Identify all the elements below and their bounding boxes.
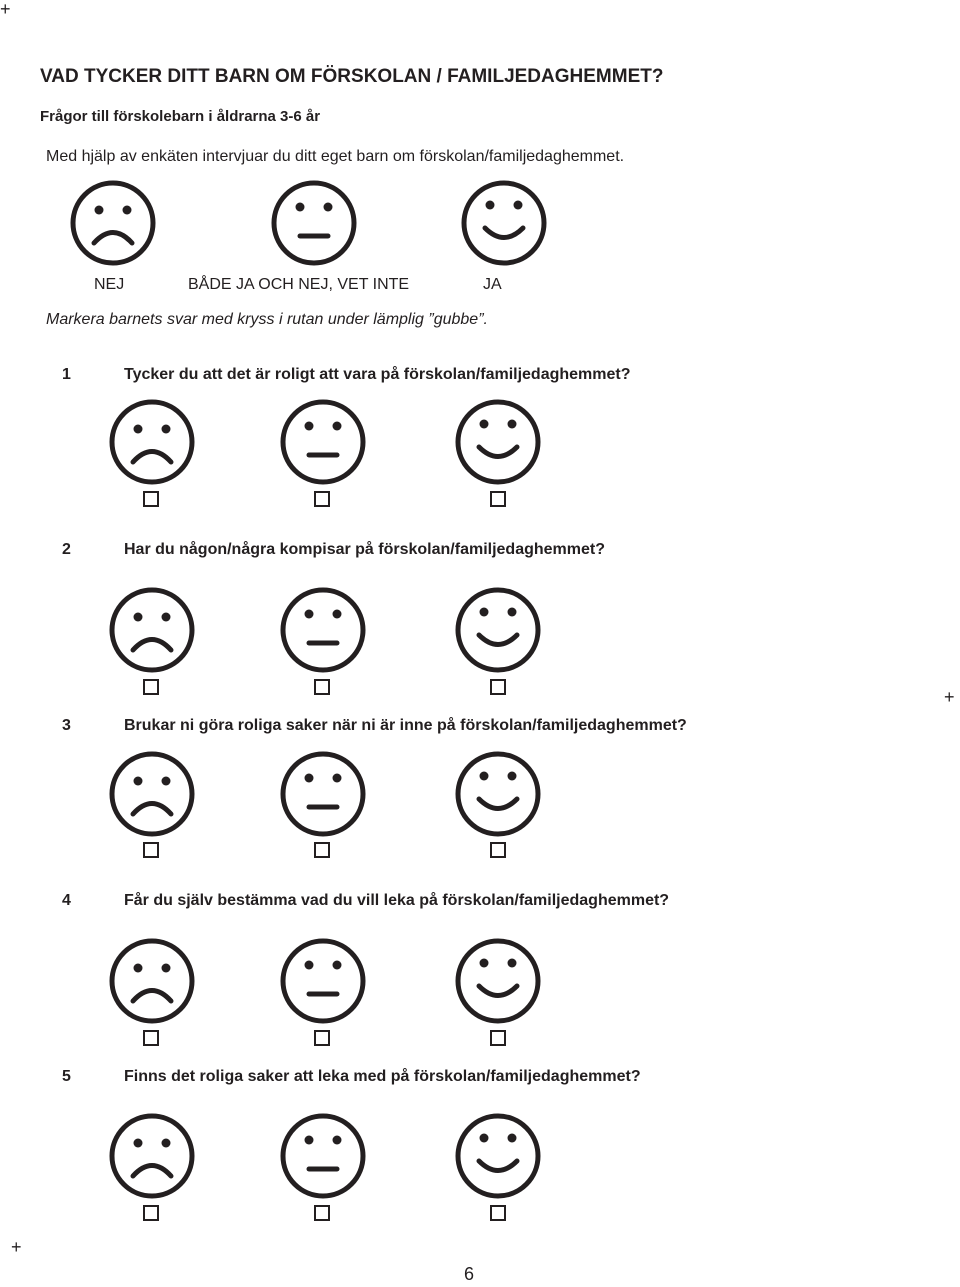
question-number: 3 — [62, 717, 71, 734]
answer-checkbox-no[interactable] — [143, 1205, 159, 1221]
question-text: Tycker du att det är roligt att vara på förskolan/familjedaghemmet? — [124, 366, 631, 383]
legend-label-no: NEJ — [94, 276, 125, 293]
registration-mark: + — [944, 687, 955, 707]
sad-face-icon — [109, 1113, 195, 1199]
answer-checkbox-neutral[interactable] — [314, 1205, 330, 1221]
answer-checkbox-neutral[interactable] — [314, 491, 330, 507]
neutral-face-icon — [271, 180, 357, 266]
neutral-face-icon — [280, 399, 366, 485]
answer-checkbox-yes[interactable] — [490, 679, 506, 695]
registration-mark: + — [0, 0, 11, 19]
neutral-face-icon — [280, 938, 366, 1024]
happy-face-icon — [461, 180, 547, 266]
question-text: Får du själv bestämma vad du vill leka på förskolan/familjedaghemmet? — [124, 892, 670, 909]
answer-checkbox-yes[interactable] — [490, 491, 506, 507]
neutral-face-icon — [280, 1113, 366, 1199]
page-subtitle: Frågor till förskolebarn i åldrarna 3-6 år — [40, 108, 321, 125]
happy-face-icon — [455, 938, 541, 1024]
sad-face-icon — [70, 180, 156, 266]
question-number: 1 — [62, 366, 71, 383]
neutral-face-icon — [280, 751, 366, 837]
answer-checkbox-yes[interactable] — [490, 1030, 506, 1046]
happy-face-icon — [455, 587, 541, 673]
page-number: 6 — [464, 1264, 475, 1284]
sad-face-icon — [109, 751, 195, 837]
answer-checkbox-no[interactable] — [143, 491, 159, 507]
legend-label-neutral: BÅDE JA OCH NEJ, VET INTE — [188, 276, 410, 293]
question-text: Har du någon/några kompisar på förskolan/familjedaghemmet? — [124, 541, 605, 558]
happy-face-icon — [455, 1113, 541, 1199]
instruction-text: Markera barnets svar med kryss i rutan under lämplig ”gubbe”. — [46, 311, 488, 328]
answer-checkbox-yes[interactable] — [490, 842, 506, 858]
sad-face-icon — [109, 587, 195, 673]
question-text: Brukar ni göra roliga saker när ni är inne på förskolan/familjedaghemmet? — [124, 717, 687, 734]
happy-face-icon — [455, 751, 541, 837]
sad-face-icon — [109, 938, 195, 1024]
intro-text: Med hjälp av enkäten intervjuar du ditt eget barn om förskolan/familjedaghemmet. — [46, 148, 625, 165]
neutral-face-icon — [280, 587, 366, 673]
answer-checkbox-neutral[interactable] — [314, 1030, 330, 1046]
question-number: 2 — [62, 541, 71, 558]
answer-checkbox-no[interactable] — [143, 679, 159, 695]
registration-mark: + — [11, 1237, 22, 1257]
question-number: 4 — [62, 892, 71, 909]
answer-checkbox-no[interactable] — [143, 842, 159, 858]
question-number: 5 — [62, 1068, 71, 1085]
happy-face-icon — [455, 399, 541, 485]
answer-checkbox-yes[interactable] — [490, 1205, 506, 1221]
question-text: Finns det roliga saker att leka med på förskolan/familjedaghemmet? — [124, 1068, 641, 1085]
legend-label-yes: JA — [483, 276, 502, 293]
page-title: VAD TYCKER DITT BARN OM FÖRSKOLAN / FAMILJEDAGHEMMET? — [40, 66, 664, 87]
answer-checkbox-no[interactable] — [143, 1030, 159, 1046]
answer-checkbox-neutral[interactable] — [314, 679, 330, 695]
sad-face-icon — [109, 399, 195, 485]
answer-checkbox-neutral[interactable] — [314, 842, 330, 858]
